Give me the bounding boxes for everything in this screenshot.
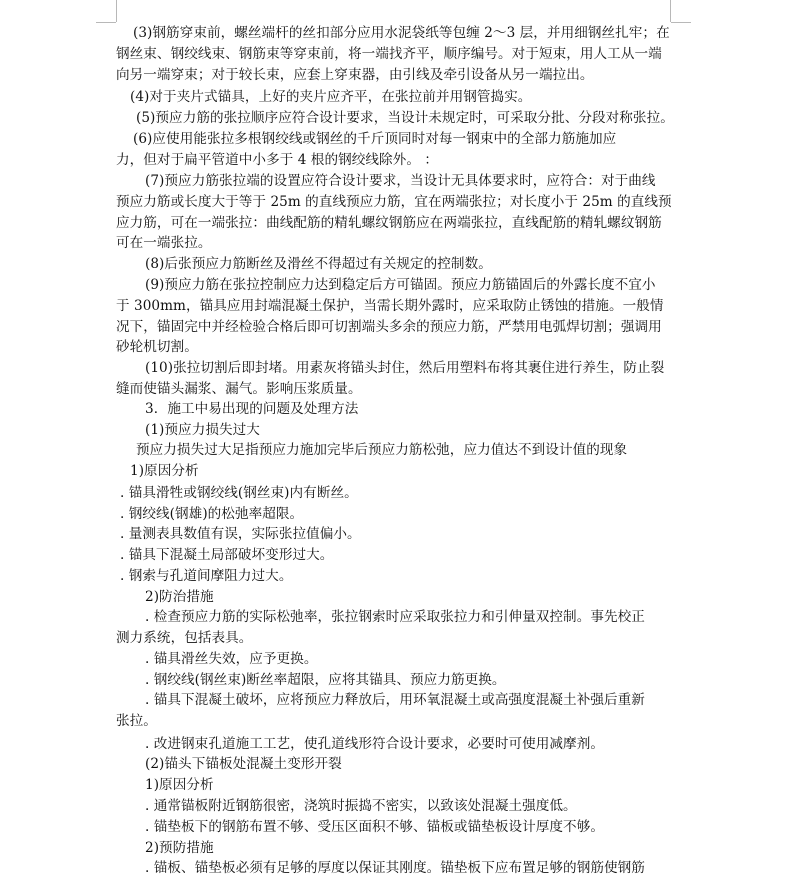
bullet-item: . 锚具滑牲或钢绞线(钢丝束)内有断丝。 <box>120 485 358 501</box>
page-corner-mark-right-h <box>671 22 691 23</box>
section-heading: 3．施工中易出现的问题及处理方法 <box>145 401 359 417</box>
subsection-heading: (2)锚头下锚板处混凝土变形开裂 <box>145 756 342 772</box>
bullet-item: . 锚垫板下的钢筋布置不够、受压区面积不够、锚板或锚垫板设计厚度不够。 <box>145 819 604 835</box>
bullet-item: . 通常锚板附近钢筋很密，浇筑时振捣不密实，以致该处混凝土强度低。 <box>145 798 577 814</box>
text-line: 力，但对于扁平管道中小多于 4 根的钢绞线除外。 ： <box>116 152 438 168</box>
bullet-item: . 检查预应力筋的实际松弛率，张拉钢索时应采取张拉力和引伸量双控制。事先校正 <box>145 609 645 625</box>
text-line: (5)预应力筋的张拉顺序应符合设计要求，当设计未规定时，可采取分批、分段对称张拉。 <box>136 110 674 126</box>
text-line: 况下，锚固完中并经检验合格后即可切割端头多余的预应力筋，严禁用电弧焊切割；强调用 <box>116 319 662 335</box>
text-line: 应力筋，可在一端张拉：曲线配筋的精轧螺纹钢筋应在两端张拉，直线配筋的精轧螺纹钢筋 <box>116 215 662 231</box>
bullet-item: . 钢索与孔道间摩阻力过大。 <box>120 568 293 584</box>
text-line: 向另一端穿束；对于较长束，应套上穿束器，由引线及牵引设备从另一端拉出。 <box>116 67 594 83</box>
list-heading: 2)防治措施 <box>145 589 214 605</box>
bullet-item: . 钢绞线(钢丝束)断丝率超限，应将其锚具、预应力筋更换。 <box>145 672 506 688</box>
bullet-item: . 锚具下混凝土破坏，应将预应力释放后，用环氧混凝土或高强度混凝土补强后重新 <box>145 692 645 708</box>
text-line: (9)预应力筋在张拉控制应力达到稳定后方可锚固。预应力筋锚固后的外露长度不宜小 <box>145 277 656 293</box>
text-line: 可在一端张拉。 <box>116 235 212 251</box>
text-line: (3)钢筋穿束前，螺丝端杆的丝扣部分应用水泥袋纸等包缠 2～3 层，并用细钢丝扎牢；在 <box>133 25 670 41</box>
text-line: (7)预应力筋张拉端的设置应符合设计要求，当设计无具体要求时，应符合：对于曲线 <box>145 173 656 189</box>
text-line: (10)张拉切割后即封堵。用素灰将锚头封住，然后用塑料布将其裹住进行养生，防止裂 <box>145 360 665 376</box>
page-corner-mark-left <box>116 0 117 22</box>
bullet-item: . 钢绞线(钢雄)的松弛率超限。 <box>120 506 304 522</box>
text-line: 测力系统，包括表具。 <box>116 630 253 646</box>
bullet-item: . 量测表具数值有误，实际张拉值偏小。 <box>120 526 361 542</box>
text-line: (8)后张预应力筋断丝及滑丝不得超过有关规定的控制数。 <box>145 256 492 272</box>
bullet-item: . 锚板、锚垫板必须有足够的厚度以保证其刚度。锚垫板下应布置足够的钢筋使钢筋 <box>145 860 645 876</box>
text-line: 张拉。 <box>116 713 157 729</box>
list-heading: 1)原因分析 <box>145 777 214 793</box>
text-line: 缝而使锚头漏浆、漏气。影响压浆质量。 <box>116 381 362 397</box>
subsection-heading: (1)预应力损失过大 <box>145 422 260 438</box>
text-line: (4)对于夹片式锚具，上好的夹片应齐平，在张拉前并用钢管捣实。 <box>130 89 532 105</box>
text-line: 预应力损失过大足指预应力施加完毕后预应力筋松弛，应力值达不到设计值的现象 <box>136 442 628 458</box>
list-heading: 2)预防措施 <box>145 840 214 856</box>
page-corner-mark-left-h <box>96 22 116 23</box>
page-corner-mark-right <box>670 0 671 22</box>
text-line: (6)应使用能张拉多根钢绞线或钢丝的千斤顶同时对每一钢束中的全部力筋施加应 <box>133 131 617 147</box>
bullet-item: . 锚具下混凝土局部破坏变形过大。 <box>120 547 334 563</box>
bullet-item: . 改进钢束孔道施工工艺，使孔道线形符合设计要求，必要时可使用减摩剂。 <box>145 736 604 752</box>
text-line: 钢丝束、钢绞线束、钢筋束等穿束前，将一端找齐平，顺序编号。对于短束，用人工从一端 <box>116 46 662 62</box>
bullet-item: . 锚具滑丝失效，应予更换。 <box>145 651 318 667</box>
list-heading: 1)原因分析 <box>130 463 199 479</box>
text-line: 于 300mm，锚具应用封端混凝土保护，当需长期外露时，应采取防止锈蚀的措施。一般情 <box>116 298 664 314</box>
text-line: 预应力筋或长度大于等于 25m 的直线预应力筋，宜在两端张拉；对长度小于 25m 的直线预 <box>116 194 672 210</box>
text-line: 砂轮机切割。 <box>116 339 198 355</box>
